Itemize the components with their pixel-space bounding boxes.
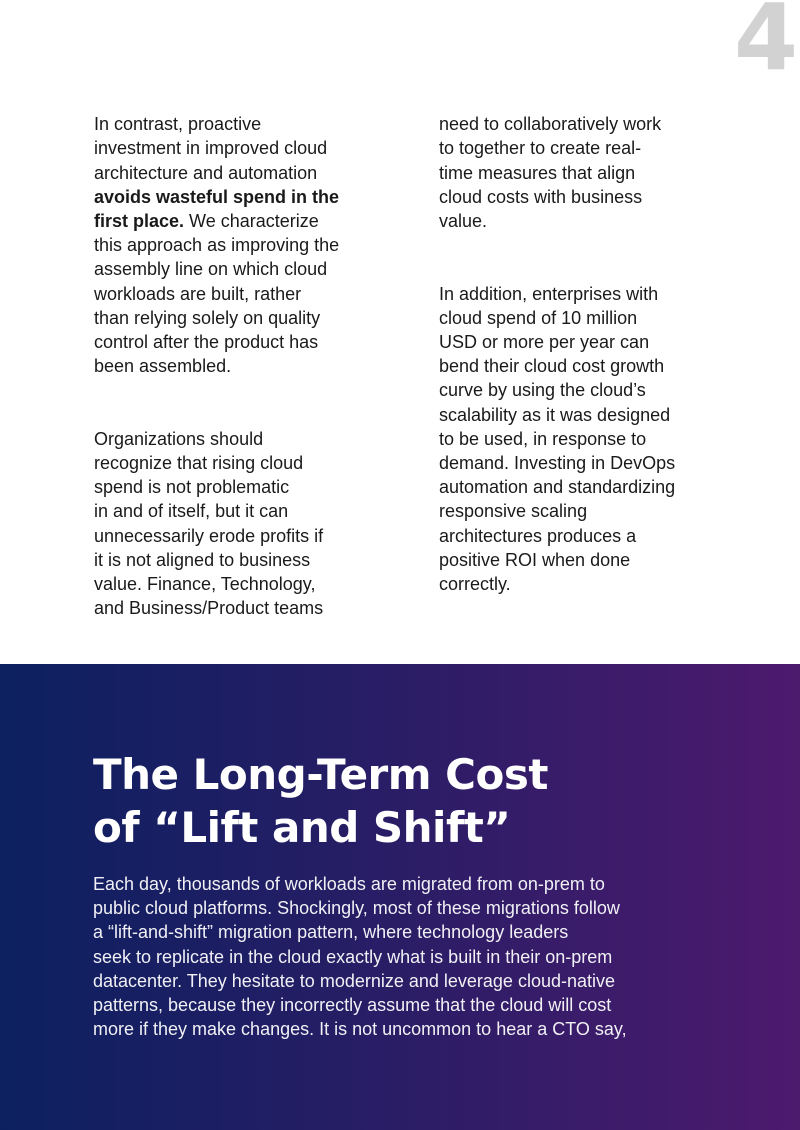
left-paragraph-2: Organizations should recognize that rising cloud spend is not problematic in and of itself, but it can unnecessarily erode profits if it is not aligned to business value. Finance, Technology, and Business/Product teams [94, 428, 324, 619]
section-title: The Long-Term Cost of “Lift and Shift” [93, 750, 548, 852]
section-banner [0, 664, 800, 1130]
left-p1-text-end: We characterize this approach as improving the assembly line on which cloud workloads are built, rather than relying solely on quality control after the product has been assembled. [94, 211, 340, 377]
left-p1-bold-text: avoids wasteful spend in the first place. [94, 186, 340, 232]
right-paragraph-2: In addition, enterprises with cloud spend of 10 million USD or more per year can bend their cloud cost growth curve by using the cloud’s scalability as it was designed to be used, in response to demand. Investing in DevOps automation and standardizing responsive scaling architectures produces a positive ROI when done correctly. [439, 283, 676, 595]
left-paragraph-1 [94, 112, 394, 378]
right-paragraph-1: need to collaboratively work to together to create real- time measures that align cloud costs with business value. [439, 114, 662, 232]
left-column [94, 88, 394, 669]
left-p1-text-start: In contrast, proactive investment in improved cloud architecture and automation [94, 114, 328, 183]
right-column [439, 88, 739, 645]
page-number: 4 [733, 0, 798, 91]
section-body: Each day, thousands of workloads are migrated from on-prem to public cloud platforms. Shockingly, most of these migrations follow a “lift-and-shift” migration pattern, where technology leaders seek to replicate in the cloud exactly what is built in their on-prem datacenter. They hesitate to modernize and leverage cloud-native patterns, because they incorrectly assume that the cloud will cost more if they make changes. It is not uncommon to hear a CTO say, [93, 874, 627, 1040]
